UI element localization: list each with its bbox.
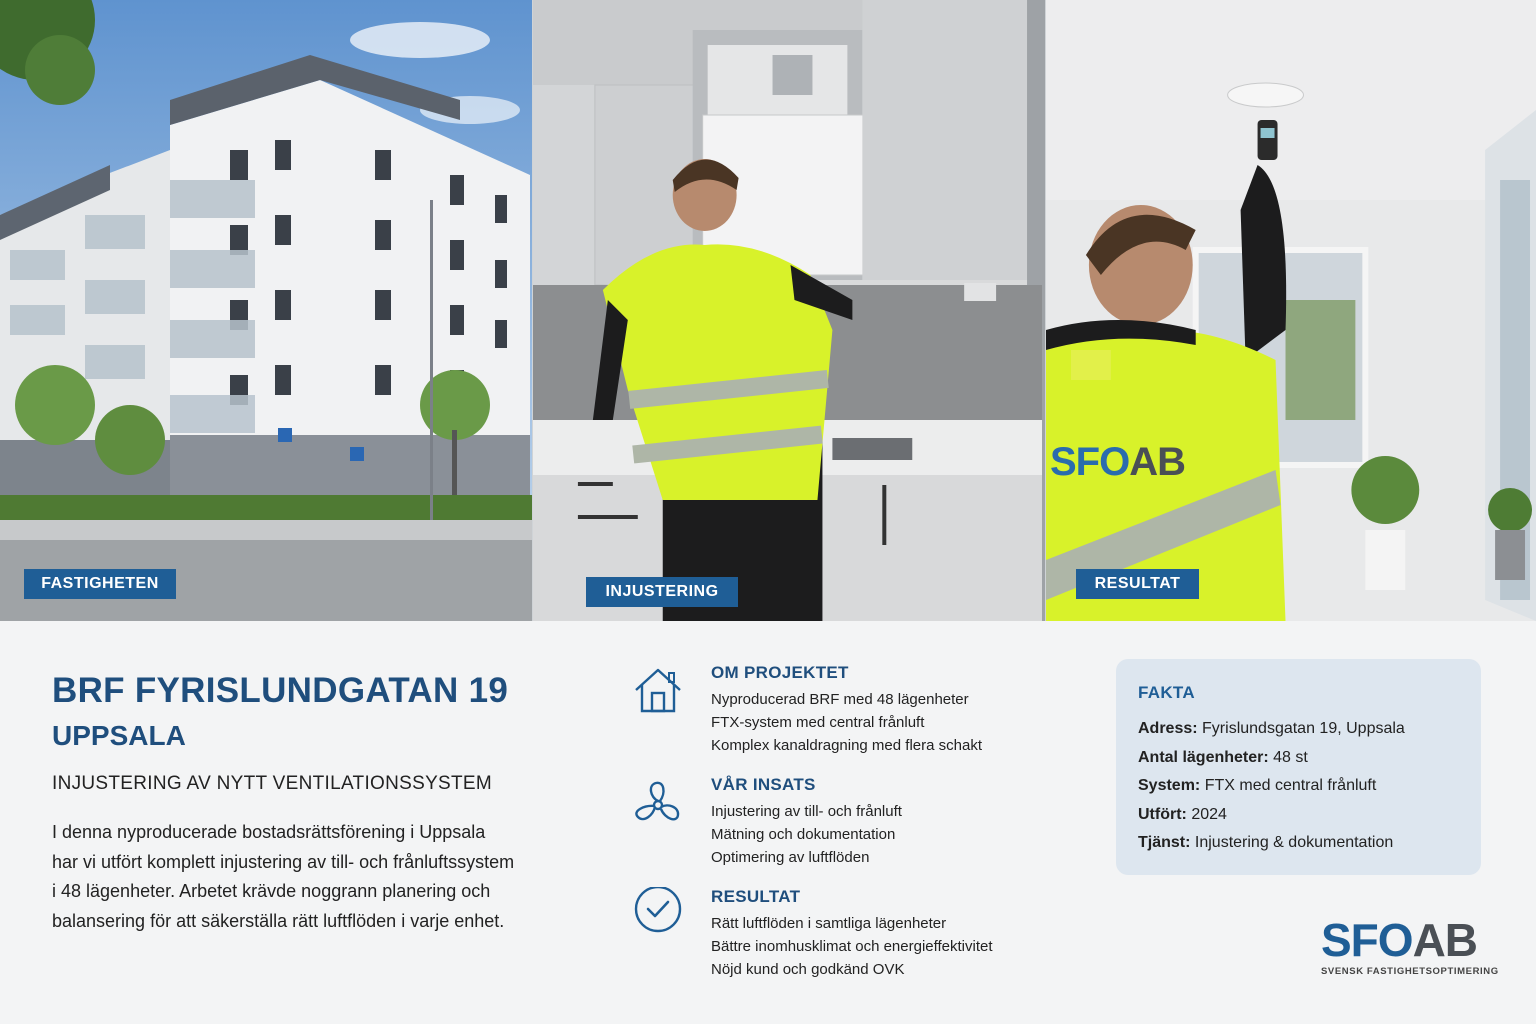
check-circle-icon [630,887,686,943]
fakta-row-system [1138,777,1376,795]
fakta-label: Tjänst: [1138,834,1191,851]
fakta-label: Utfört: [1138,806,1187,823]
photo-adjusting [532,0,1045,621]
label-fastigheten: FASTIGHETEN [24,569,176,599]
fakta-row-year [1138,806,1227,824]
list-item: Nöjd kund och godkänd OVK [711,960,905,978]
description-line: har vi utfört komplett injustering av till- och frånluftssystem [52,851,515,872]
fakta-label: Antal lägenheter: [1138,749,1269,766]
fakta-value: 48 st [1273,749,1308,766]
house-icon [630,663,686,719]
section-list [711,689,982,757]
fakta-row-service [1138,834,1393,852]
technician-measuring-illustration [1046,0,1536,621]
project-description [52,818,562,936]
section-heading: VÅR INSATS [711,775,816,794]
list-item: Optimering av luftflöden [711,848,870,866]
fakta-row-address [1138,720,1405,738]
fakta-heading: FAKTA [1138,683,1195,702]
logo-part-b: AB [1412,914,1478,966]
project-city: UPPSALA [52,720,186,751]
vest-logo-part-b: AB [1129,440,1186,484]
fakta-label: Adress: [1138,720,1198,737]
label-injustering: INJUSTERING [586,577,738,607]
fakta-box [1116,659,1481,875]
logo-part-a: SFO [1321,914,1413,966]
list-item: Nyproducerad BRF med 48 lägenheter [711,691,969,708]
section-heading: OM PROJEKTET [711,663,849,682]
fakta-row-apartments [1138,749,1308,767]
technician-kitchen-illustration [533,0,1045,621]
building-illustration [0,0,532,621]
list-item: Komplex kanaldragning med flera schakt [711,736,982,754]
description-line: i 48 lägenheter. Arbetet krävde noggrann planering och [52,881,491,901]
section-list [711,801,902,869]
section-list [711,913,993,981]
list-item: Injustering av till- och frånluft [711,803,902,820]
fakta-label: System: [1138,777,1201,794]
fakta-value: 2024 [1191,806,1227,823]
logo-tagline: SVENSK FASTIGHETSOPTIMERING [1321,966,1499,977]
list-item: FTX-system med central frånluft [711,713,925,731]
vest-logo-part-a: SFO [1050,440,1130,484]
project-subtitle: INJUSTERING AV NYTT VENTILATIONSSYSTEM [52,773,493,794]
photo-building [0,0,532,621]
list-item: Mätning och dokumentation [711,825,896,843]
fakta-value: Injustering & dokumentation [1194,834,1394,851]
label-resultat: RESULTAT [1076,569,1199,599]
description-line: I denna nyproducerade bostadsrättsförening i Uppsala [52,822,486,842]
vest-logo [1050,440,1185,485]
fakta-value: FTX med central frånluft [1204,777,1377,794]
fakta-value: Fyrislundsgatan 19, Uppsala [1202,720,1405,737]
content-area [0,621,1536,1024]
sfoab-logo [1321,914,1499,977]
project-title: BRF FYRISLUNDGATAN 19 [52,671,509,710]
fan-icon [630,775,686,831]
logo-mark [1321,914,1499,966]
section-heading: RESULTAT [711,887,801,906]
description-line: balansering för att säkerställa rätt luftflöden i varje enhet. [52,910,505,931]
photo-result [1045,0,1536,621]
list-item: Bättre inomhusklimat och energieffektivitet [711,937,993,955]
list-item: Rätt luftflöden i samtliga lägenheter [711,915,947,932]
